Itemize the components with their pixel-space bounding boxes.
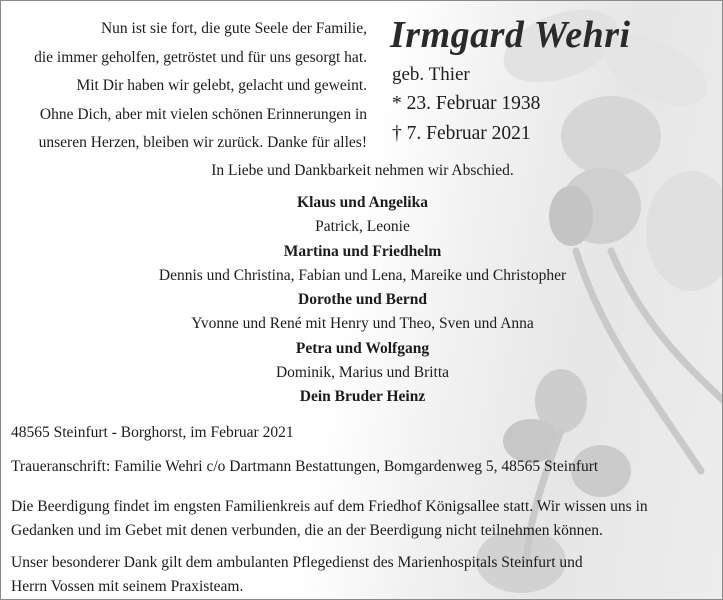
farewell-line: In Liebe und Dankbarkeit nehmen wir Abschied. — [211, 162, 514, 179]
family-member-children: Yvonne und René mit Henry und Theo, Sven und Anna — [191, 315, 534, 333]
poem-line: die immer geholfen, getröstet und für uns gesorgt hat. — [34, 48, 367, 66]
family-member-children: Dennis und Christina, Fabian und Lena, Mareike und Christopher — [158, 266, 567, 284]
poem-line: Nun ist sie fort, die gute Seele der Familie, — [100, 20, 367, 37]
family-member-brother: Dein Bruder Heinz — [299, 388, 426, 406]
birth-date: * 23. Februar 1938 — [392, 93, 541, 114]
poem — [7, 15, 367, 158]
poem-line: Mit Dir haben wir gelebt, gelacht und geweint. — [76, 77, 367, 94]
deceased-name: Irmgard Wehri — [390, 14, 631, 56]
death-date: † 7. Februar 2021 — [392, 123, 531, 144]
birth-name: geb. Thier — [392, 64, 470, 85]
funeral-note-line: Die Beerdigung findet im engsten Familienkreis auf dem Friedhof Königsallee statt. Wir wissen uns in — [11, 498, 648, 515]
family-member-couple: Dorothe und Bernd — [298, 291, 427, 309]
family-member-couple: Klaus und Angelika — [297, 194, 428, 211]
poem-line: unseren Herzen, bleiben wir zurück. Danke für alles! — [38, 134, 367, 151]
thanks-note-line: Herrn Vossen mit seinem Praxisteam. — [11, 578, 244, 595]
family-list — [1, 191, 723, 410]
funeral-note — [11, 495, 711, 543]
funeral-note-line: Gedanken und im Gebet mit denen verbunden, die an der Beerdigung nicht teilnehmen können. — [11, 522, 603, 539]
place-and-date: 48565 Steinfurt - Borghorst, im Februar 2021 — [11, 424, 294, 441]
thanks-note-line: Unser besonderer Dank gilt dem ambulanten Pflegedienst des Marienhospitals Steinfurt und — [11, 554, 583, 571]
family-member-children: Dominik, Marius und Britta — [275, 364, 450, 382]
family-member-couple: Martina und Friedhelm — [283, 242, 442, 260]
family-member-couple: Petra und Wolfgang — [295, 339, 430, 357]
thanks-note — [11, 551, 711, 599]
family-member-children: Patrick, Leonie — [315, 218, 410, 236]
mourning-address: Traueranschrift: Familie Wehri c/o Dartmann Bestattungen, Bomgardenweg 5, 48565 Steinfurt — [11, 458, 599, 475]
poem-line: Ohne Dich, aber mit vielen schönen Erinnerungen in — [39, 105, 367, 123]
